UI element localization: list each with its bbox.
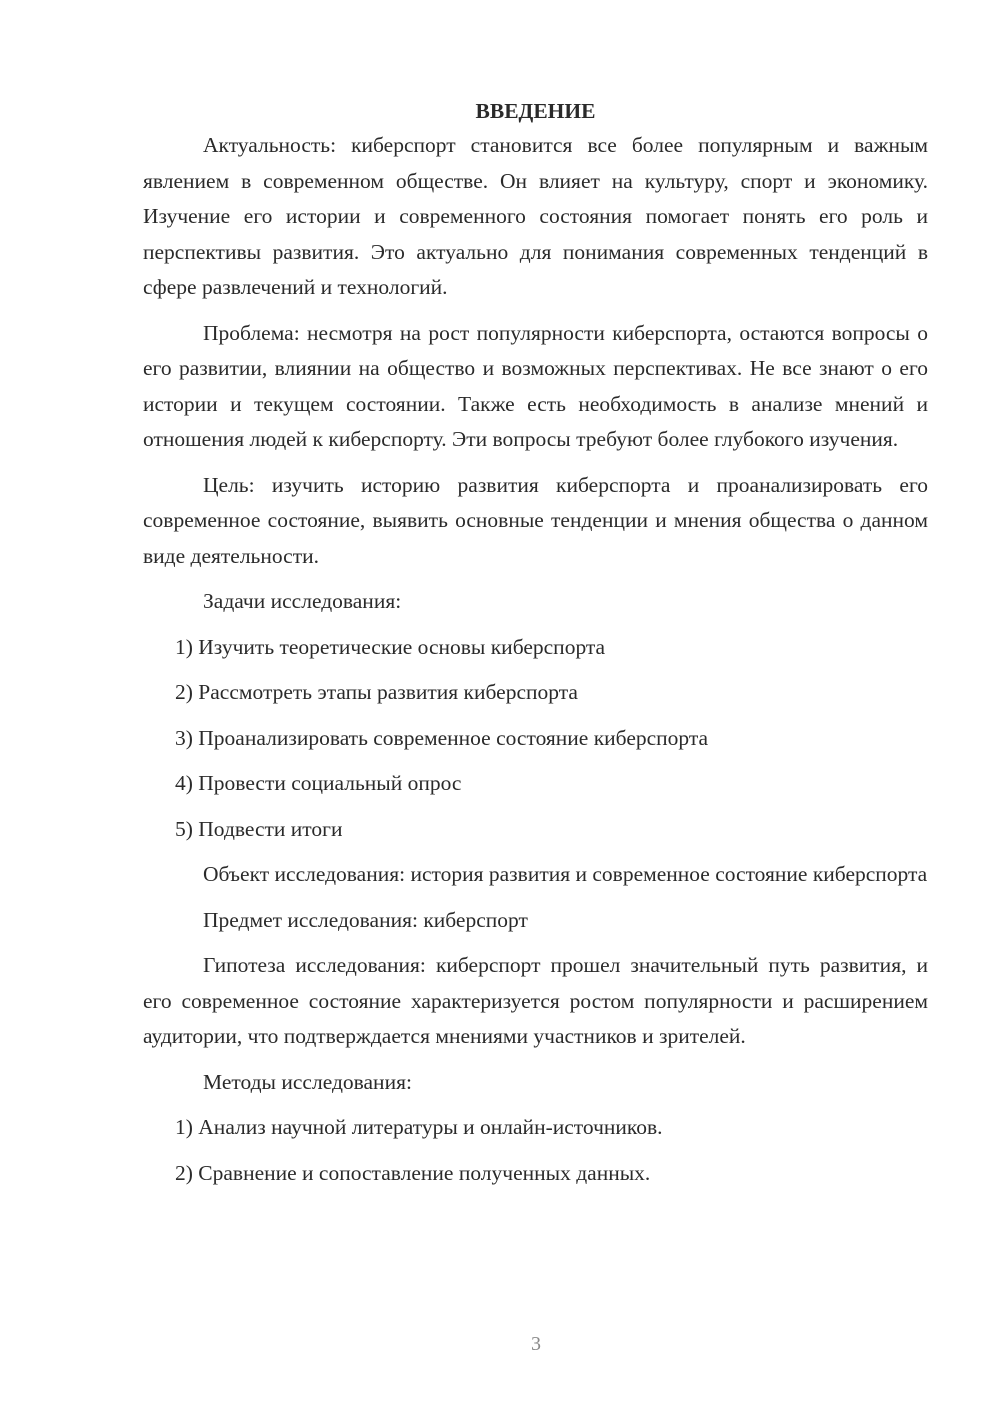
- subject-paragraph: Предмет исследования: киберспорт: [203, 907, 528, 932]
- task-item: 1) Изучить теоретические основы киберспорта: [175, 634, 606, 659]
- page-content: [143, 96, 928, 1201]
- problem-paragraph: Проблема: несмотря на рост популярности киберспорта, остаются вопросы о его развитии, влиянии на общество и возможных перспективах. Не все знают о его истории и текущем состоянии. Также есть необходимость в анализе мнений и отношения людей к киберспорту. Эти вопросы требуют более глубокого изучения.: [143, 320, 928, 451]
- task-item: 3) Проанализировать современное состояние киберспорта: [175, 725, 709, 750]
- task-item: 2) Рассмотреть этапы развития киберспорта: [175, 680, 578, 704]
- hypothesis-paragraph: Гипотеза исследования: киберспорт прошел значительный путь развития, и его современное состояние характеризуется ростом популярности и расширением аудитории, что подтверждается мнениями участников и зрителей.: [143, 953, 928, 1048]
- relevance-paragraph: Актуальность: киберспорт становится все более популярным и важным явлением в современном обществе. Он влияет на культуру, спорт и экономику. Изучение его истории и современного состояния помогает понять его роль и перспективы развития. Это актуально для понимания современных тенденций в сфере развлечений и технологий.: [143, 133, 928, 299]
- page-number: 3: [531, 1333, 541, 1355]
- goal-paragraph: Цель: изучить историю развития киберспорта и проанализировать его современное состояние, выявить основные тенденции и мнения общества о данном виде деятельности.: [143, 472, 928, 568]
- task-item: 5) Подвести итоги: [175, 816, 343, 841]
- method-item: 1) Анализ научной литературы и онлайн-источников.: [175, 1115, 663, 1139]
- object-paragraph: Объект исследования: история развития и современное состояние киберспорта: [203, 862, 928, 886]
- section-title: ВВЕДЕНИЕ: [475, 99, 596, 123]
- task-item: 4) Провести социальный опрос: [175, 771, 462, 795]
- method-item: 2) Сравнение и сопоставление полученных данных.: [175, 1160, 651, 1185]
- tasks-heading: Задачи исследования:: [203, 589, 402, 613]
- methods-heading: Методы исследования:: [203, 1069, 412, 1094]
